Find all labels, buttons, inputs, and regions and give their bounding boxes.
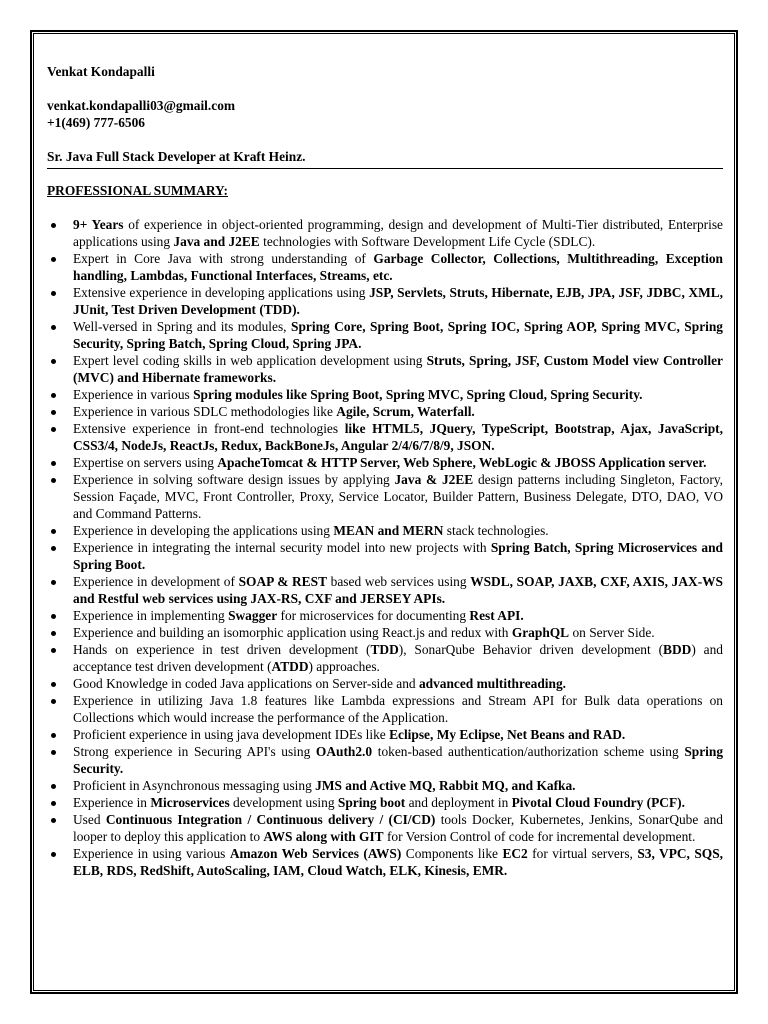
bullet-text-run: technologies with Software Development Life Cycle (SDLC). [259,234,596,249]
bullet-bold-run: BDD [663,642,692,657]
bullet-text-run: Good Knowledge in coded Java applications on Server-side and [73,676,419,691]
bullet-text-run: for microservices for documenting [277,608,470,623]
bullet-text-run: Well-versed in Spring and its modules, [73,319,292,334]
bullet-bold-run: Java and J2EE [173,234,260,249]
bullet-text-run: of experience in object-oriented programming, design and development of Multi-Tier distributed, Enterprise applications using [73,217,723,249]
bullet-bold-run: Pivotal Cloud Foundry (PCF). [511,795,685,810]
summary-bullet [47,641,723,675]
bullet-text-run: Expert level coding skills in web application development using [73,353,427,368]
bullet-text-run: design patterns including Singleton, Factory, Session Façade, MVC, Front Controller, Proxy, Service Locator, Builder Pattern, Business Delegate, DTO, DAO, VO and Command Patterns. [73,472,724,521]
summary-bullet [47,216,723,250]
bullet-text-run: Proficient experience in using java development IDEs like [73,727,390,742]
bullet-bold-run: ApacheTomcat & HTTP Server, Web Sphere, WebLogic & JBOSS Application server. [217,455,707,470]
bullet-bold-run: Swagger [228,608,278,623]
bullet-text-run: Experience in developing the applications using [73,523,334,538]
bullet-text-run: Strong experience in Securing API's using [73,744,316,759]
bullet-bold-run: OAuth2.0 [315,744,373,759]
bullet-text-run: stack technologies. [443,523,549,538]
summary-bullet [47,284,723,318]
bullet-text-run: for Version Control of code for incremental development. [383,829,696,844]
bullet-bold-run: TDD [370,642,399,657]
bullet-text-run: Experience in development of [73,574,239,589]
bullet-text-run: Extensive experience in front-end technologies [73,421,345,436]
resume-body [47,63,723,879]
summary-bullet [47,250,723,284]
bullet-text-run: Experience in integrating the internal security model into new projects with [73,540,491,555]
summary-bullet [47,743,723,777]
candidate-name: Venkat Kondapalli [47,64,155,79]
summary-bullet [47,777,723,794]
bullet-text-run: Components like [401,846,503,861]
bullet-text-run: ), SonarQube Behavior driven development ( [398,642,664,657]
header-divider [47,168,723,169]
section-title-professional-summary: PROFESSIONAL SUMMARY: [47,183,228,198]
summary-bullet [47,726,723,743]
bullet-text-run: Experience in various [73,387,194,402]
bullet-bold-run: 9+ Years [73,217,124,232]
summary-bullet [47,539,723,573]
summary-bullet [47,794,723,811]
bullet-text-run: tools Docker, Kubernetes, Jenkins, SonarQube and looper to deploy this application to [73,812,723,844]
summary-bullet [47,624,723,641]
bullet-text-run: Used [73,812,106,827]
summary-bullet [47,403,723,420]
bullet-text-run: Experience in [73,795,151,810]
summary-bullet [47,420,723,454]
bullet-bold-run: Continuous Integration / Continuous delivery / (CI/CD) [105,812,436,827]
bullet-bold-run: Spring Batch, Spring Microservices and Spring Boot. [73,540,723,572]
bullet-bold-run: Spring Core, Spring Boot, Spring IOC, Spring AOP, Spring MVC, Spring Security, Spring Batch, Spring Cloud, Spring JPA. [73,319,724,351]
bullet-text-run: development using [229,795,338,810]
bullet-text-run: Experience and building an isomorphic application using React.js and redux with [73,625,512,640]
bullet-bold-run: JMS and Active MQ, Rabbit MQ, and Kafka. [315,778,576,793]
bullet-bold-run: Rest API. [469,608,524,623]
bullet-text-run: Experience in using various [73,846,230,861]
bullet-bold-run: ATDD [271,659,309,674]
summary-bullet-list [47,216,723,879]
bullet-text-run: Expert in Core Java with strong understanding of [73,251,374,266]
summary-bullet [47,573,723,607]
bullet-bold-run: MEAN and MERN [333,523,444,538]
bullet-text-run: for virtual servers, [527,846,638,861]
summary-bullet [47,386,723,403]
summary-bullet [47,454,723,471]
bullet-bold-run: Spring modules like Spring Boot, Spring MVC, Spring Cloud, Spring Security. [193,387,643,402]
bullet-bold-run: Amazon Web Services (AWS) [229,846,402,861]
bullet-bold-run: Eclipse, My Eclipse, Net Beans and RAD. [389,727,626,742]
bullet-text-run: on Server Side. [569,625,655,640]
bullet-bold-run: S3, VPC, SQS, ELB, RDS, RedShift, AutoScaling, IAM, Cloud Watch, ELK, Kinesis, EMR. [73,846,723,878]
bullet-bold-run: Agile, Scrum, Waterfall. [336,404,475,419]
summary-bullet [47,522,723,539]
candidate-phone: +1(469) 777-6506 [47,115,146,130]
summary-bullet [47,811,723,845]
summary-bullet [47,318,723,352]
bullet-bold-run: Java & J2EE [394,472,474,487]
bullet-bold-run: Spring boot [337,795,406,810]
bullet-text-run: and deployment in [405,795,512,810]
bullet-bold-run: Microservices [150,795,230,810]
bullet-text-run: ) and acceptance test driven development ( [73,642,723,674]
bullet-text-run: Expertise on servers using [73,455,218,470]
bullet-bold-run: WSDL, SOAP, JAXB, CXF, AXIS, JAX-WS and Restful web services using JAX-RS, CXF and JERSEY APIs. [73,574,724,606]
bullet-bold-run: Garbage Collector, Collections, Multithreading, Exception handling, Lambdas, Functional Interfaces, Streams, etc. [73,251,724,283]
bullet-bold-run: SOAP & REST [238,574,327,589]
bullet-bold-run: like HTML5, JQuery, TypeScript, Bootstrap, Ajax, JavaScript, CSS3/4, NodeJs, ReactJs, Redux, BackBoneJs, Angular 2/4/6/7/8/9, JSON. [73,421,723,453]
summary-bullet [47,352,723,386]
bullet-text-run: Experience in various SDLC methodologies like [73,404,337,419]
bullet-text-run: Experience in utilizing Java 1.8 features like Lambda expressions and Stream API for Bulk data operations on Collections which would increase the performance of the Application. [73,693,723,725]
summary-bullet [47,675,723,692]
bullet-bold-run: EC2 [502,846,528,861]
summary-bullet [47,845,723,879]
bullet-text-run: Extensive experience in developing applications using [73,285,370,300]
summary-bullet [47,607,723,624]
bullet-bold-run: JSP, Servlets, Struts, Hibernate, EJB, JPA, JSF, JDBC, XML, JUnit, Test Driven Development (TDD). [73,285,723,317]
bullet-bold-run: advanced multithreading. [418,676,567,691]
bullet-bold-run: GraphQL [511,625,570,640]
bullet-text-run: Experience in implementing [73,608,229,623]
bullet-text-run: based web services using [327,574,471,589]
summary-bullet [47,692,723,726]
summary-bullet [47,471,723,522]
bullet-text-run: Hands on experience in test driven development ( [73,642,371,657]
bullet-text-run: token-based authentication/authorization scheme using [372,744,685,759]
bullet-bold-run: Struts, Spring, JSF, Custom Model view Controller (MVC) and Hibernate frameworks. [73,353,724,385]
bullet-bold-run: AWS along with GIT [263,829,384,844]
bullet-text-run: Proficient in Asynchronous messaging using [73,778,316,793]
job-headline: Sr. Java Full Stack Developer at Kraft Heinz. [47,149,306,164]
bullet-bold-run: Spring Security. [73,744,724,776]
candidate-email: venkat.kondapalli03@gmail.com [47,98,236,113]
bullet-text-run: Experience in solving software design issues by applying [73,472,395,487]
bullet-text-run: ) approaches. [308,659,380,674]
